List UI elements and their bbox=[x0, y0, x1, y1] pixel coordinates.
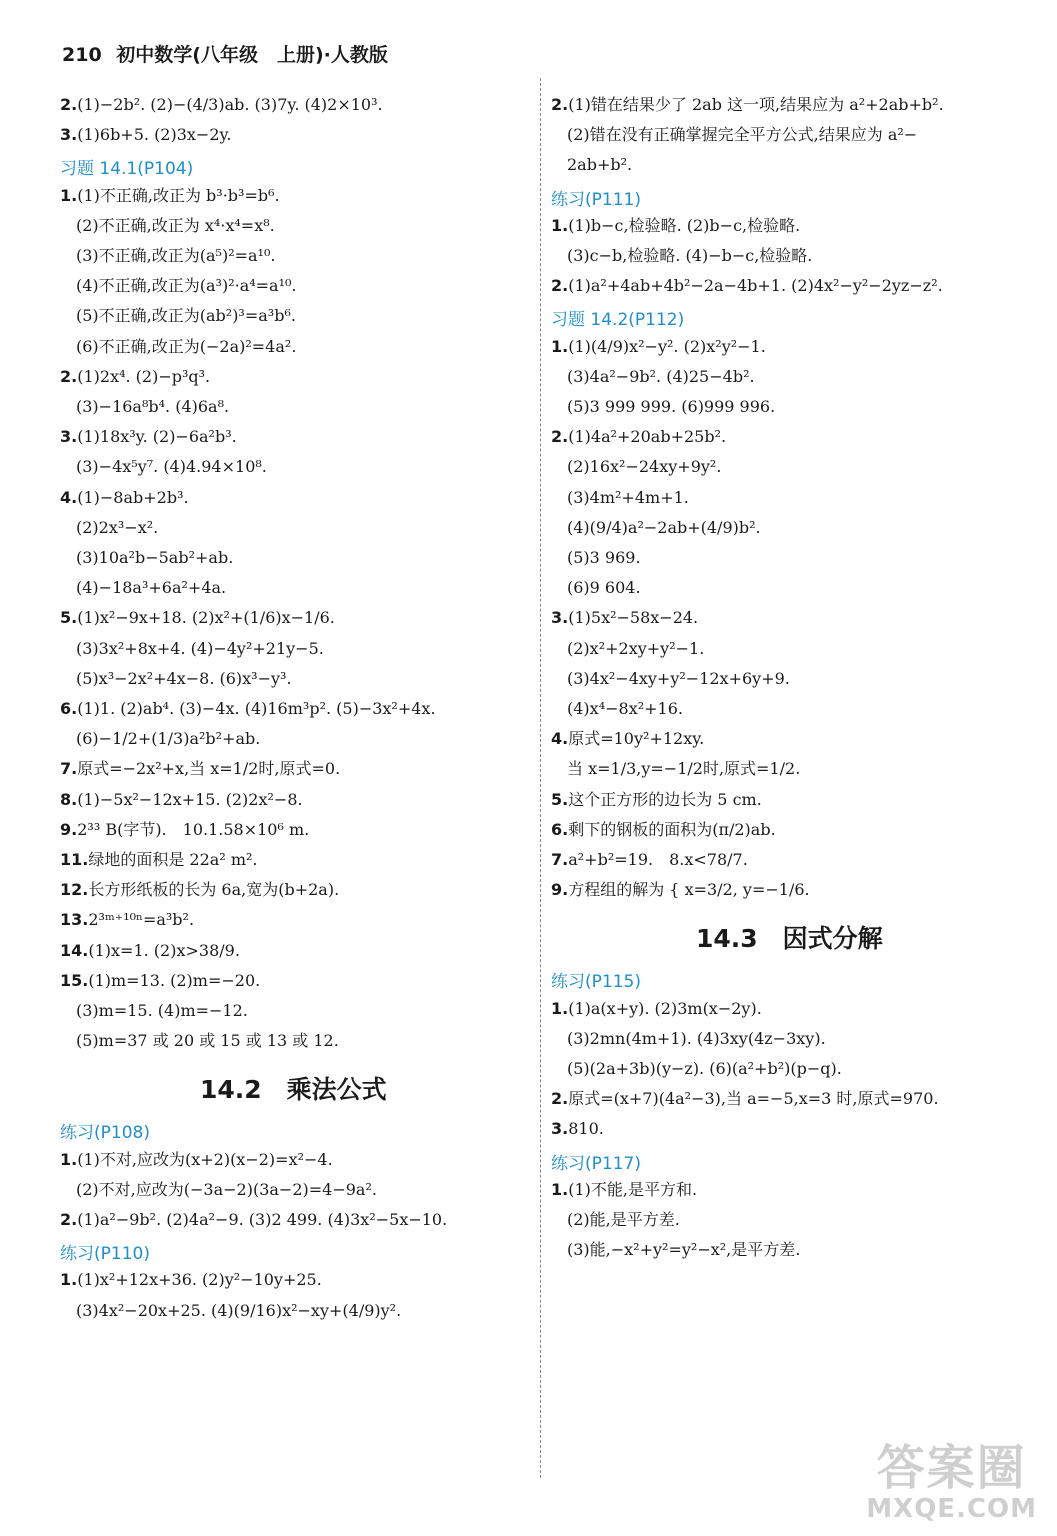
answer-text: (1)1. (2)ab⁴. (3)−4x. (4)16m³p². (5)−3x²+4x. bbox=[77, 699, 436, 718]
answer-subline bbox=[60, 456, 267, 478]
answer-line bbox=[60, 487, 189, 509]
question-number: 1. bbox=[551, 1179, 569, 1199]
answer-subline bbox=[60, 668, 292, 690]
answer-text: (1)不能,是平方和. bbox=[568, 1179, 698, 1199]
answer-text: 剩下的钢板的面积为(π/2)ab. bbox=[568, 819, 776, 839]
answer-text: (1)2x⁴. (2)−p³q³. bbox=[77, 366, 211, 386]
question-number: 14. bbox=[60, 940, 89, 960]
answer-line bbox=[551, 1179, 697, 1201]
answer-text: (3)4a²−9b². (4)25−4b². bbox=[567, 366, 755, 386]
answer-subline bbox=[551, 1028, 826, 1050]
answer-text: 原式=(x+7)(4a²−3),当 a=−5,x=3 时,原式=970. bbox=[568, 1089, 939, 1109]
answer-text: (1)5x²−58x−24. bbox=[568, 608, 699, 628]
answer-text: 原式=−2x²+x,当 x=1/2时,原式=0. bbox=[77, 759, 341, 779]
answer-text: (3)10a²b−5ab²+ab. bbox=[76, 548, 234, 567]
answer-line bbox=[551, 1088, 939, 1110]
answer-subline bbox=[60, 396, 229, 418]
page-number: 210 bbox=[62, 44, 102, 66]
answer-subline bbox=[551, 154, 632, 176]
answer-subline bbox=[551, 456, 721, 478]
answer-subline bbox=[60, 305, 296, 327]
answer-text: 原式=10y²+12xy. bbox=[568, 729, 705, 749]
answer-text: (3)2mn(4m+1). (4)3xy(4z−3xy). bbox=[567, 1028, 826, 1048]
question-number: 1. bbox=[551, 336, 569, 356]
answer-line bbox=[60, 607, 335, 629]
answer-text: (3)4m²+4m+1. bbox=[567, 487, 689, 507]
answer-subline bbox=[60, 517, 158, 539]
answer-subline bbox=[551, 487, 689, 509]
answer-text: (1)m=13. (2)m=−20. bbox=[88, 970, 261, 990]
answer-text: (3)−4x⁵y⁷. (4)4.94×10⁸. bbox=[76, 457, 267, 477]
answer-subline bbox=[551, 758, 800, 780]
answer-line bbox=[60, 698, 436, 720]
answer-subline bbox=[60, 215, 275, 237]
answer-text: (1)x=1. (2)x>38/9. bbox=[88, 940, 240, 960]
answer-line bbox=[551, 607, 698, 629]
question-number: 6. bbox=[60, 699, 78, 718]
answer-text: (2)x²+2xy+y²−1. bbox=[567, 638, 705, 658]
watermark-url: MXQE.COM bbox=[866, 1494, 1037, 1524]
answer-line bbox=[60, 426, 237, 448]
question-number: 1. bbox=[60, 185, 78, 205]
answer-text: (1)−2b². (2)−(4/3)ab. (3)7y. (4)2×10³. bbox=[77, 95, 383, 114]
exercise-section-label: 练习(P111) bbox=[551, 189, 641, 210]
answer-text: 当 x=1/3,y=−1/2时,原式=1/2. bbox=[567, 759, 801, 779]
question-number: 5. bbox=[60, 608, 78, 628]
question-number: 1. bbox=[551, 998, 569, 1018]
answer-text: (3)4x²−20x+25. (4)(9/16)x²−xy+(4/9)y². bbox=[76, 1300, 402, 1320]
answer-subline bbox=[60, 275, 297, 297]
answer-line bbox=[551, 94, 944, 116]
answer-text: (5)x³−2x²+4x−8. (6)x³−y³. bbox=[76, 668, 292, 688]
answer-text: 2ab+b². bbox=[567, 155, 633, 175]
answer-text: (3)能,−x²+y²=y²−x²,是平方差. bbox=[567, 1240, 801, 1260]
column-divider bbox=[540, 78, 541, 1478]
answer-text: 这个正方形的边长为 5 cm. bbox=[568, 789, 762, 809]
book-title: 初中数学(八年级 上册)·人教版 bbox=[116, 44, 388, 66]
answer-subline bbox=[551, 547, 641, 569]
answer-text: (2)错在没有正确掌握完全平方公式,结果应为 a²− bbox=[567, 125, 918, 145]
exercise-section-label: 练习(P110) bbox=[60, 1244, 150, 1265]
question-number: 6. bbox=[551, 819, 569, 839]
answer-text: (1)b−c,检验略. (2)b−c,检验略. bbox=[568, 215, 801, 235]
answer-subline bbox=[551, 638, 704, 660]
question-number: 11. bbox=[60, 850, 89, 869]
answer-text: (3)m=15. (4)m=−12. bbox=[76, 1001, 248, 1020]
question-number: 7. bbox=[60, 759, 78, 779]
question-number: 4. bbox=[60, 487, 78, 507]
answer-text: (4)−18a³+6a²+4a. bbox=[76, 578, 227, 598]
answer-text: (3)−16a⁸b⁴. (4)6a⁸. bbox=[76, 397, 230, 416]
answer-line bbox=[551, 819, 776, 841]
answer-line bbox=[60, 970, 260, 992]
answer-subline bbox=[60, 1300, 401, 1322]
page-header bbox=[62, 40, 388, 67]
question-number: 3. bbox=[551, 608, 569, 628]
answer-text: (1)错在结果少了 2ab 这一项,结果应为 a²+2ab+b². bbox=[568, 95, 944, 114]
answer-subline bbox=[551, 577, 641, 599]
question-number: 2. bbox=[551, 276, 569, 296]
answer-text: (1)a²+4ab+4b²−2a−4b+1. (2)4x²−y²−2yz−z². bbox=[568, 276, 943, 296]
answer-line bbox=[551, 426, 726, 448]
answer-line bbox=[60, 758, 340, 780]
question-number: 2. bbox=[60, 95, 78, 114]
answer-text: (3)3x²+8x+4. (4)−4y²+21y−5. bbox=[76, 638, 324, 658]
answer-text: (5)m=37 或 20 或 15 或 13 或 12. bbox=[76, 1031, 339, 1051]
section-heading: 14.3 因式分解 bbox=[696, 924, 883, 954]
answer-text: (3)不正确,改正为(a⁵)²=a¹⁰. bbox=[76, 246, 276, 265]
answer-text: (2)2x³−x². bbox=[76, 517, 159, 537]
answer-text: (5)3 999 999. (6)999 996. bbox=[567, 397, 776, 416]
answer-line bbox=[551, 336, 766, 358]
question-number: 5. bbox=[551, 789, 569, 809]
answer-text: (2)16x²−24xy+9y². bbox=[567, 457, 722, 477]
answer-text: (4)x⁴−8x²+16. bbox=[567, 699, 683, 718]
question-number: 3. bbox=[551, 1119, 569, 1139]
question-number: 2. bbox=[551, 95, 569, 114]
answer-subline bbox=[60, 547, 233, 569]
answer-text: (1)(4/9)x²−y². (2)x²y²−1. bbox=[568, 336, 766, 356]
answer-text: (6)不正确,改正为(−2a)²=4a². bbox=[76, 336, 297, 356]
answer-text: (4)(9/4)a²−2ab+(4/9)b². bbox=[567, 517, 761, 537]
answer-line bbox=[60, 819, 309, 841]
watermark-logo: 答案圈 bbox=[876, 1440, 1027, 1496]
question-number: 9. bbox=[60, 819, 78, 839]
answer-subline bbox=[551, 1209, 680, 1231]
answer-text: 2³³ B(字节). 10.1.58×10⁶ m. bbox=[77, 819, 310, 839]
answer-text: (3)4x²−4xy+y²−12x+6y+9. bbox=[567, 668, 790, 688]
answer-line bbox=[60, 185, 280, 207]
answer-text: (1)4a²+20ab+25b². bbox=[568, 427, 727, 447]
answer-subline bbox=[551, 517, 761, 539]
watermark bbox=[866, 1442, 1037, 1524]
answer-text: (1)不对,应改为(x+2)(x−2)=x²−4. bbox=[77, 1149, 333, 1169]
question-number: 13. bbox=[60, 910, 89, 930]
question-number: 2. bbox=[551, 427, 569, 447]
answer-line bbox=[551, 789, 762, 811]
answer-subline bbox=[551, 366, 755, 388]
answer-line bbox=[60, 124, 232, 146]
answer-line bbox=[551, 879, 810, 901]
answer-text: (2)能,是平方差. bbox=[567, 1210, 680, 1229]
question-number: 3. bbox=[60, 125, 78, 145]
question-number: 1. bbox=[60, 1149, 78, 1169]
exercise-section-label: 习题 14.1(P104) bbox=[60, 159, 194, 180]
question-number: 1. bbox=[551, 215, 569, 235]
answer-subline bbox=[60, 1179, 377, 1201]
answer-text: (1)a(x+y). (2)3m(x−2y). bbox=[568, 998, 762, 1018]
answer-line bbox=[551, 728, 704, 750]
answer-text: 绿地的面积是 22a² m². bbox=[88, 850, 258, 869]
answer-subline bbox=[551, 1058, 842, 1080]
answer-line bbox=[551, 215, 800, 237]
answer-text: (1)不正确,改正为 b³·b³=b⁶. bbox=[77, 185, 280, 205]
question-number: 2. bbox=[60, 366, 78, 386]
answer-text: (1)x²−9x+18. (2)x²+(1/6)x−1/6. bbox=[77, 608, 335, 628]
answer-subline bbox=[551, 396, 775, 418]
question-number: 2. bbox=[60, 1210, 78, 1229]
answer-text: (3)c−b,检验略. (4)−b−c,检验略. bbox=[567, 246, 813, 265]
answer-line bbox=[60, 1269, 322, 1291]
answer-line bbox=[551, 849, 748, 871]
answer-subline bbox=[551, 1239, 800, 1261]
answer-text: (6)9 604. bbox=[567, 578, 641, 598]
answer-text: (1)a²−9b². (2)4a²−9. (3)2 499. (4)3x²−5x−10. bbox=[77, 1210, 448, 1229]
answer-line bbox=[551, 275, 943, 297]
answer-subline bbox=[551, 668, 790, 690]
answer-line bbox=[60, 879, 339, 901]
question-number: 9. bbox=[551, 880, 569, 900]
answer-text: (4)不正确,改正为(a³)²·a⁴=a¹⁰. bbox=[76, 276, 297, 296]
answer-subline bbox=[60, 577, 226, 599]
answer-subline bbox=[60, 336, 296, 358]
answer-subline bbox=[60, 245, 275, 267]
answer-line bbox=[551, 998, 762, 1020]
question-number: 2. bbox=[551, 1089, 569, 1109]
answer-line bbox=[60, 909, 194, 931]
answer-text: (5)3 969. bbox=[567, 548, 641, 567]
answer-text: 810. bbox=[568, 1119, 604, 1139]
exercise-section-label: 习题 14.2(P112) bbox=[551, 310, 685, 331]
answer-text: 2³ᵐ⁺¹⁰ⁿ=a³b². bbox=[88, 910, 195, 930]
question-number: 3. bbox=[60, 427, 78, 447]
answer-line bbox=[60, 366, 210, 388]
question-number: 15. bbox=[60, 970, 89, 990]
answer-text: (5)(2a+3b)(y−z). (6)(a²+b²)(p−q). bbox=[567, 1059, 842, 1078]
answer-subline bbox=[551, 698, 683, 720]
answer-subline bbox=[60, 1000, 248, 1022]
answer-text: (1)18x³y. (2)−6a²b³. bbox=[77, 427, 237, 447]
answer-text: (5)不正确,改正为(ab²)³=a³b⁶. bbox=[76, 306, 296, 326]
question-number: 7. bbox=[551, 850, 569, 869]
answer-text: (2)不对,应改为(−3a−2)(3a−2)=4−9a². bbox=[76, 1179, 377, 1199]
answer-text: (1)−8ab+2b³. bbox=[77, 487, 189, 507]
section-heading: 14.2 乘法公式 bbox=[200, 1075, 387, 1105]
answer-text: (6)−1/2+(1/3)a²b²+ab. bbox=[76, 729, 261, 749]
answer-text: (1)6b+5. (2)3x−2y. bbox=[77, 125, 232, 145]
question-number: 12. bbox=[60, 880, 89, 900]
answer-line bbox=[60, 1149, 333, 1171]
answer-subline bbox=[551, 245, 812, 267]
answer-subline bbox=[60, 1030, 339, 1052]
exercise-section-label: 练习(P108) bbox=[60, 1123, 150, 1144]
answer-line bbox=[60, 789, 303, 811]
question-number: 4. bbox=[551, 729, 569, 749]
answer-subline bbox=[60, 728, 260, 750]
answer-text: 方程组的解为 { x=3/2, y=−1/6. bbox=[568, 880, 810, 900]
question-number: 1. bbox=[60, 1270, 78, 1290]
exercise-section-label: 练习(P117) bbox=[551, 1153, 641, 1174]
answer-subline bbox=[60, 638, 324, 660]
answer-text: (1)x²+12x+36. (2)y²−10y+25. bbox=[77, 1270, 322, 1290]
answer-line bbox=[551, 1118, 604, 1140]
answer-line bbox=[60, 849, 258, 871]
answer-text: a²+b²=19. 8.x<78/7. bbox=[568, 850, 748, 869]
answer-subline bbox=[551, 124, 917, 146]
exercise-section-label: 练习(P115) bbox=[551, 972, 641, 993]
answer-line bbox=[60, 940, 240, 962]
answer-line bbox=[60, 1209, 447, 1231]
answer-text: (1)−5x²−12x+15. (2)2x²−8. bbox=[77, 789, 303, 809]
answer-text: 长方形纸板的长为 6a,宽为(b+2a). bbox=[88, 880, 340, 900]
answer-text: (2)不正确,改正为 x⁴·x⁴=x⁸. bbox=[76, 215, 275, 235]
question-number: 8. bbox=[60, 789, 78, 809]
answer-line bbox=[60, 94, 383, 116]
